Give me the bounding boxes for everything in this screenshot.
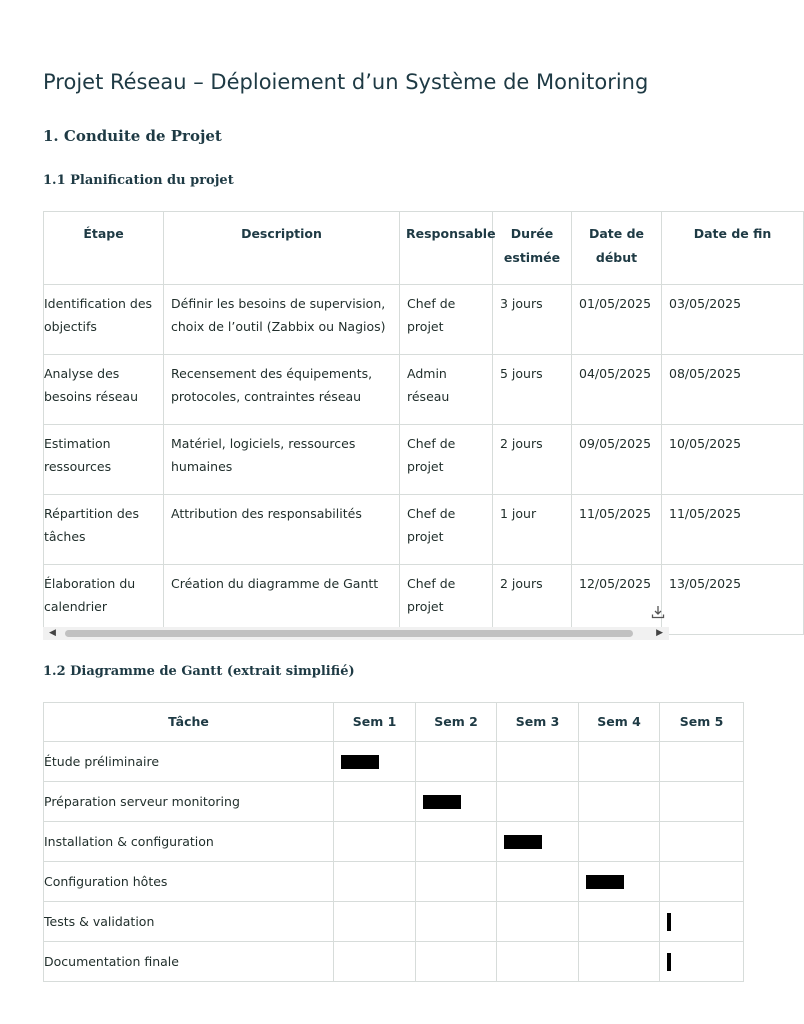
- gantt-row: [44, 782, 744, 822]
- table-row: [44, 355, 804, 425]
- col-header-sem2: Sem 2: [416, 703, 497, 742]
- gantt-row: [44, 862, 744, 902]
- cell-week-4: [579, 742, 660, 782]
- gantt-row: [44, 822, 744, 862]
- cell-week-4: [579, 862, 660, 902]
- cell-week-3: [497, 942, 579, 982]
- cell-week-2: [416, 902, 497, 942]
- cell-week-5: [660, 902, 744, 942]
- col-header-sem1: Sem 1: [334, 703, 416, 742]
- cell-week-5: [660, 782, 744, 822]
- cell-duree: 3 jours: [493, 285, 572, 355]
- cell-fin: 08/05/2025: [662, 355, 804, 425]
- col-header-sem3: Sem 3: [497, 703, 579, 742]
- cell-week-1: [334, 742, 416, 782]
- cell-week-2: [416, 862, 497, 902]
- cell-description: Définir les besoins de supervision, choix de l’outil (Zabbix ou Nagios): [164, 285, 400, 355]
- cell-week-3: [497, 742, 579, 782]
- cell-etape: Analyse des besoins réseau: [44, 355, 164, 425]
- cell-week-4: [579, 822, 660, 862]
- cell-week-5: [660, 742, 744, 782]
- cell-week-2: [416, 942, 497, 982]
- gantt-row: [44, 902, 744, 942]
- arrow-right-icon[interactable]: ▶: [656, 628, 663, 638]
- cell-responsable: Chef de projet: [400, 565, 493, 635]
- cell-week-1: [334, 862, 416, 902]
- cell-tache: Documentation finale: [44, 942, 334, 982]
- cell-tache: Étude préliminaire: [44, 742, 334, 782]
- cell-responsable: Chef de projet: [400, 285, 493, 355]
- gantt-header-row: [44, 703, 744, 742]
- cell-week-4: [579, 782, 660, 822]
- cell-week-1: [334, 902, 416, 942]
- cell-week-1: [334, 822, 416, 862]
- cell-responsable: Chef de projet: [400, 495, 493, 565]
- gantt-bar: [667, 953, 671, 971]
- col-header-responsable: Responsable: [400, 212, 493, 285]
- section-heading-conduite: 1. Conduite de Projet: [43, 127, 222, 145]
- cell-debut: 09/05/2025: [572, 425, 662, 495]
- cell-week-2: [416, 742, 497, 782]
- gantt-bar: [341, 755, 379, 769]
- gantt-row: [44, 942, 744, 982]
- cell-etape: Répartition des tâches: [44, 495, 164, 565]
- cell-fin: 11/05/2025: [662, 495, 804, 565]
- cell-week-3: [497, 782, 579, 822]
- cell-etape: Estimation ressources: [44, 425, 164, 495]
- col-header-debut: Date de début: [572, 212, 662, 285]
- cell-tache: Configuration hôtes: [44, 862, 334, 902]
- table-row: [44, 285, 804, 355]
- cell-description: Matériel, logiciels, ressources humaines: [164, 425, 400, 495]
- cell-duree: 1 jour: [493, 495, 572, 565]
- page-title: Projet Réseau – Déploiement d’un Système de Monitoring: [43, 70, 649, 94]
- horizontal-scrollbar[interactable]: [43, 627, 669, 640]
- col-header-fin: Date de fin: [662, 212, 804, 285]
- col-header-description: Description: [164, 212, 400, 285]
- cell-week-2: [416, 782, 497, 822]
- cell-week-3: [497, 822, 579, 862]
- cell-responsable: Admin réseau: [400, 355, 493, 425]
- col-header-sem4: Sem 4: [579, 703, 660, 742]
- cell-debut: 01/05/2025: [572, 285, 662, 355]
- planning-header-row: [44, 212, 804, 285]
- cell-tache: Préparation serveur monitoring: [44, 782, 334, 822]
- planning-table-scroll[interactable]: [43, 211, 772, 614]
- subsection-heading-gantt: 1.2 Diagramme de Gantt (extrait simplifié): [43, 664, 355, 679]
- cell-week-2: [416, 822, 497, 862]
- cell-duree: 5 jours: [493, 355, 572, 425]
- cell-etape: Élaboration du calendrier: [44, 565, 164, 635]
- cell-week-3: [497, 902, 579, 942]
- gantt-table-scroll[interactable]: [43, 702, 724, 982]
- gantt-table: [43, 702, 744, 982]
- col-header-tache: Tâche: [44, 703, 334, 742]
- cell-week-3: [497, 862, 579, 902]
- cell-week-1: [334, 942, 416, 982]
- subsection-heading-planification: 1.1 Planification du projet: [43, 173, 234, 188]
- cell-description: Attribution des responsabilités: [164, 495, 400, 565]
- col-header-sem5: Sem 5: [660, 703, 744, 742]
- cell-week-4: [579, 942, 660, 982]
- gantt-bar: [423, 795, 461, 809]
- cell-fin: 03/05/2025: [662, 285, 804, 355]
- cell-responsable: Chef de projet: [400, 425, 493, 495]
- planning-table: [43, 211, 804, 635]
- download-icon[interactable]: [650, 604, 666, 620]
- gantt-bar: [667, 913, 671, 931]
- cell-week-5: [660, 942, 744, 982]
- cell-week-5: [660, 862, 744, 902]
- col-header-etape: Étape: [44, 212, 164, 285]
- cell-debut: 04/05/2025: [572, 355, 662, 425]
- cell-duree: 2 jours: [493, 565, 572, 635]
- cell-etape: Identification des objectifs: [44, 285, 164, 355]
- gantt-row: [44, 742, 744, 782]
- cell-debut: 12/05/2025: [572, 565, 662, 635]
- cell-fin: 10/05/2025: [662, 425, 804, 495]
- cell-week-5: [660, 822, 744, 862]
- arrow-left-icon[interactable]: ◀: [49, 628, 56, 638]
- cell-description: Création du diagramme de Gantt: [164, 565, 400, 635]
- cell-week-4: [579, 902, 660, 942]
- table-row: [44, 495, 804, 565]
- table-row: [44, 425, 804, 495]
- gantt-bar: [586, 875, 624, 889]
- cell-debut: 11/05/2025: [572, 495, 662, 565]
- cell-tache: Installation & configuration: [44, 822, 334, 862]
- cell-description: Recensement des équipements, protocoles, contraintes réseau: [164, 355, 400, 425]
- gantt-bar: [504, 835, 542, 849]
- col-header-duree: Durée estimée: [493, 212, 572, 285]
- cell-week-1: [334, 782, 416, 822]
- cell-fin: 13/05/2025: [662, 565, 804, 635]
- cell-duree: 2 jours: [493, 425, 572, 495]
- scrollbar-thumb[interactable]: [65, 630, 633, 637]
- cell-tache: Tests & validation: [44, 902, 334, 942]
- table-row: [44, 565, 804, 635]
